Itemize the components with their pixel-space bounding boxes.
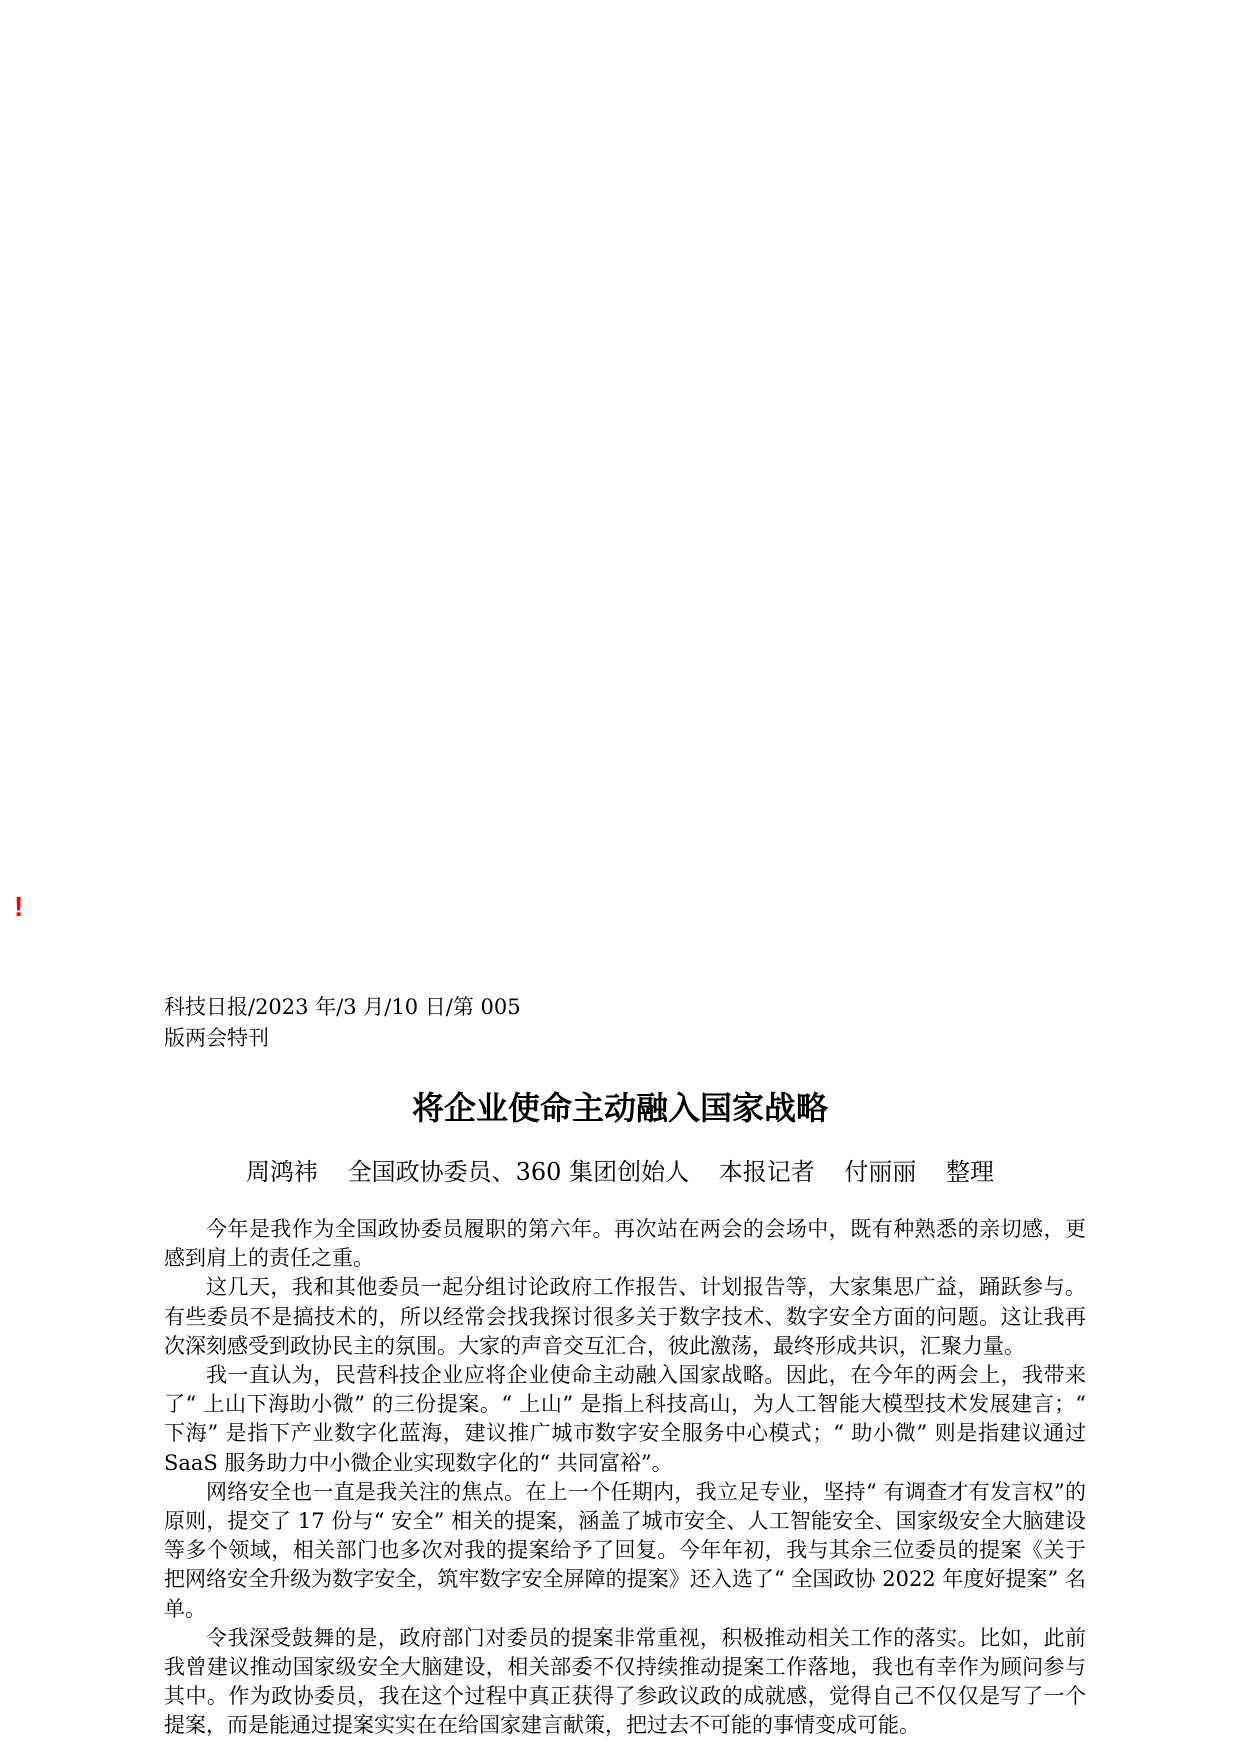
byline-reporter-label: 本报记者: [718, 1158, 815, 1186]
publication-meta: [164, 992, 521, 1054]
publication-meta-line-1: 科技日报/2023 年/3 月/10 日/第 005: [164, 995, 521, 1019]
byline-author: 周鸿祎: [246, 1158, 318, 1186]
article-paragraph: 网络安全也一直是我关注的焦点。在上一个任期内，我立足专业，坚持“ 有调查才有发言权”的原则，提交了 17 份与“ 安全” 相关的提案，涵盖了城市安全、人工智能安全、国家级安全大脑建设等多个领域，相关部门也多次对我的提案给予了回复。今年年初，我与其余三位委员的提案《关于把网络安全升级为数字安全，筑牢数字安全屏障的提案》还入选了“ 全国政协 2022 年度好提案” 名单。: [164, 1479, 1086, 1621]
publication-meta-line-2: 版两会特刊: [164, 1026, 269, 1050]
byline-reporter: 付丽丽: [844, 1158, 917, 1186]
byline-note: 整理: [946, 1158, 994, 1186]
article-paragraph: 这几天，我和其他委员一起分组讨论政府工作报告、计划报告等，大家集思广益，踊跃参与。有些委员不是搞技术的，所以经常会找我探讨很多关于数字技术、数字安全方面的问题。这让我再次深刻感受到政协民主的氛围。大家的声音交互汇合，彼此激荡，最终形成共识，汇聚力量。: [164, 1275, 1086, 1358]
byline-role: 全国政协委员、360 集团创始人: [347, 1158, 690, 1186]
article-paragraph: 今年是我作为全国政协委员履职的第六年。再次站在两会的会场中，既有种熟悉的亲切感，更感到肩上的责任之重。: [164, 1217, 1086, 1271]
article-paragraph: 我一直认为，民营科技企业应将企业使命主动融入国家战略。因此，在今年的两会上，我带来了“ 上山下海助小微” 的三份提案。“ 上山” 是指上科技高山，为人工智能大模型技术发展建言；“ 下海” 是指下产业数字化蓝海，建议推广城市数字安全服务中心模式；“ 助小微” 则是指建议通过 SaaS 服务助力中小微企业实现数字化的“ 共同富裕”。: [164, 1363, 1086, 1475]
article-body: [164, 1215, 1086, 1741]
article-title: 将企业使命主动融入国家战略: [411, 1089, 828, 1127]
byline: [0, 1157, 1240, 1187]
article-paragraph: 令我深受鼓舞的是，政府部门对委员的提案非常重视，积极推动相关工作的落实。比如，此前我曾建议推动国家级安全大脑建设，相关部委不仅持续推动提案工作落地，我也有幸作为顾问参与其中。作为政协委员，我在这个过程中真正获得了参政议政的成就感，觉得自己不仅仅是写了一个提案，而是能通过提案实实在在给国家建言献策，把过去不可能的事情变成可能。: [164, 1625, 1086, 1738]
alert-marker: !: [14, 891, 24, 922]
